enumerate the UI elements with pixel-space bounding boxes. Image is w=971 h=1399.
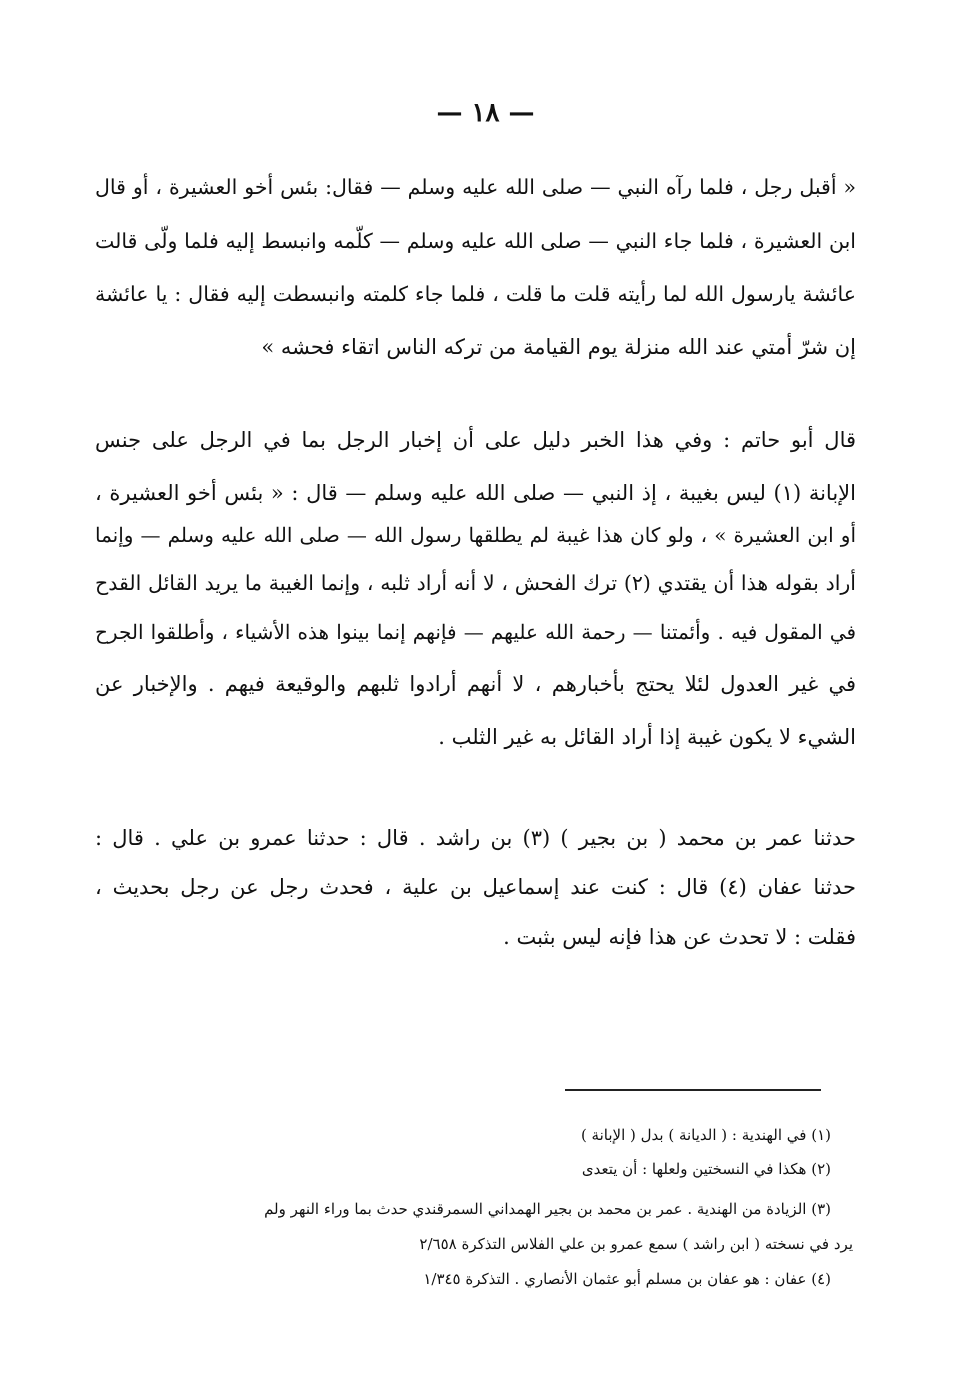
text-line: في غير العدول لئلا يحتج بأخبارهم ، لا أنهم أرادوا ثلبهم والوقيعة فيهم . والإخبار عن bbox=[95, 672, 857, 696]
text-line: أراد بقوله هذا أن يقتدي (٢) ترك الفحش ، لا أنه أراد ثلبه ، وإنما الغيبة ما يريد القائل القدح bbox=[95, 571, 856, 595]
text-line: حدثنا عفان (٤) قال : كنت عند إسماعيل بن علية ، فحدث رجل عن رجل بحديث ، bbox=[95, 875, 856, 899]
footnote: (٢) هكذا في النسختين ولعلها : أن يتعدى bbox=[581, 1160, 831, 1178]
text-line: الإبانة (١) ليس بغيبة ، إذ النبي — صلى الله عليه وسلم — قال : « بئس أخو العشيرة ، bbox=[95, 481, 856, 505]
text-line: فقلت : لا تحدث عن هذا فإنه ليس بثبت . bbox=[503, 925, 856, 949]
page-number: — ١٨ — bbox=[436, 98, 535, 128]
text-line: إن شرّ أمتي عند الله منزلة يوم القيامة من تركه الناس اتقاء فحشه » bbox=[261, 335, 856, 359]
text-line: أو ابن العشيرة » ، ولو كان هذا غيبة لم يطلقها رسول الله — صلى الله عليه وسلم — وإنما bbox=[95, 523, 856, 547]
footnote: (٤) عفان : هو عفان بن مسلم أبو عثمان الأنصاري . التذكرة ١/٣٤٥ bbox=[423, 1270, 831, 1288]
text-line: قال أبو حاتم : وفي هذا الخبر دليل على أن إخبار الرجل بما في الرجل على جنس bbox=[95, 428, 856, 452]
text-line: عائشة يارسول الله لما رأيته قلت ما قلت ، فلما جاء كلمته وانبسطت إليه فقال : يا عائشة bbox=[95, 282, 856, 306]
footnote: (١) في الهندية : ( الديانة ) بدل ( الإبانة ) bbox=[580, 1126, 831, 1144]
text-line: حدثنا عمر بن محمد ( بن بجير ) (٣) بن راشد . قال : حدثنا عمرو بن علي . قال : bbox=[95, 826, 856, 850]
footnote: يرد في نسخته ( ابن راشد ) سمع عمرو بن علي الفلاس التذكرة ٢/٦٥٨ bbox=[419, 1235, 853, 1253]
footnote-divider bbox=[565, 1089, 821, 1091]
text-line: الشيء لا يكون غيبة إذا أراد القائل به غير الثلب . bbox=[438, 725, 856, 749]
footnote: (٣) الزيادة من الهندية . عمر بن محمد بن بجير الهمداني السمرقندي حدث بما وراء النهر ولم bbox=[264, 1200, 831, 1218]
text-line: « أقبل رجل ، فلما رآه النبي — صلى الله عليه وسلم — فقال: بئس أخو العشيرة ، أو قال bbox=[95, 175, 856, 199]
text-line: ابن العشيرة ، فلما جاء النبي — صلى الله عليه وسلم — كلّمه وانبسط إليه فلما ولّى قالت bbox=[95, 229, 856, 253]
text-line: في المقول فيه . وأئمتنا — رحمة الله عليهم — فإنهم إنما بينوا هذه الأشياء ، وأطلقوا الجرح bbox=[95, 620, 856, 644]
